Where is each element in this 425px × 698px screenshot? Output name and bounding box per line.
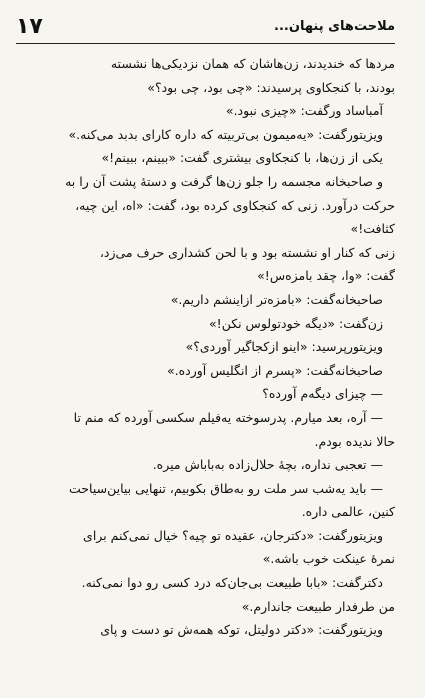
text-line: ویزیتورگفت: «دکترجان، عقیده تو چیه؟ خیال نمی‌کنم برای: [83, 527, 383, 543]
text-line: ویزیتورپرسید: «اینو ازکجاگیر آوردی؟»: [185, 339, 383, 355]
text-line: حالا ندیده بودم.: [314, 433, 395, 449]
text-line: من طرفدار طبیعت جاندارم.»: [241, 598, 395, 614]
text-line: کنین، عالمی داره.: [301, 504, 395, 520]
text-line: — چیزای دیگه‌م آورده؟: [262, 386, 383, 402]
page-body: [16, 52, 395, 642]
page-header: [16, 14, 395, 44]
text-line: ویزیتورگفت: «یه‌میمون بی‌تربیته که داره کارای بدبد می‌کنه.»: [68, 126, 383, 142]
text-line: آمباساد ورگفت: «چیزی نبود.»: [225, 103, 383, 119]
text-line: صاحبخانه‌گفت: «پسرم از انگلیس آورده.»: [166, 362, 383, 378]
text-line: ویزیتورگفت: «دکتر دولیتل، توکه همه‌ش تو دست و پای: [100, 622, 383, 638]
text-line: مردها که خندیدند، زن‌هاشان که همان نزدیکی‌ها نشسته: [110, 56, 395, 71]
page-number: ۱۷: [16, 14, 43, 39]
text-line: حرکت درآورد. زنی که کنجکاوی کرده بود، گفت: «اه، این چیه،: [75, 197, 395, 213]
text-line: کثافت!»: [350, 221, 395, 237]
text-line: صاحبخانه‌گفت: «بامزه‌تر ازاینشم داریم.»: [170, 291, 383, 307]
text-line: زنی که کنار او نشسته بود و با لحن کشداری حرف می‌زد،: [99, 244, 395, 260]
text-line: — تعجبی نداره، بچهٔ حلال‌زاده به‌باباش میره.: [152, 457, 383, 473]
text-line: — باید یه‌شب سر ملت رو به‌طاق بکوبیم، تنهایی بیاین‌سیاحت: [69, 480, 383, 496]
text-line: — آره، بعد میارم. پدرسوخته یه‌فیلم سکسی آورده که منم تا: [73, 409, 383, 425]
text-line: بودند، با کنجکاوی پرسیدند: «چی بود، چی بود؟»: [147, 79, 395, 95]
text-line: گفت: «وا، چقد بامزه‌س!»: [257, 268, 395, 284]
text-line: یکی از زن‌ها، با کنجکاوی بیشتری گفت: «ببینم، ببینم!»: [101, 150, 383, 166]
text-line: دکترگفت: «بابا طبیعت بی‌جان‌که درد کسی رو دوا نمی‌کنه.: [81, 575, 383, 591]
running-title: ملاحت‌های پنهان...: [274, 19, 395, 34]
text-line: زن‌گفت: «دیگه خودتولوس نکن!»: [209, 315, 383, 331]
text-line: نمرهٔ عینکت خوب باشه.»: [262, 551, 395, 567]
text-line: و صاحبخانه مجسمه را جلو زن‌ها گرفت و دستهٔ پشت آن را به: [65, 173, 383, 189]
